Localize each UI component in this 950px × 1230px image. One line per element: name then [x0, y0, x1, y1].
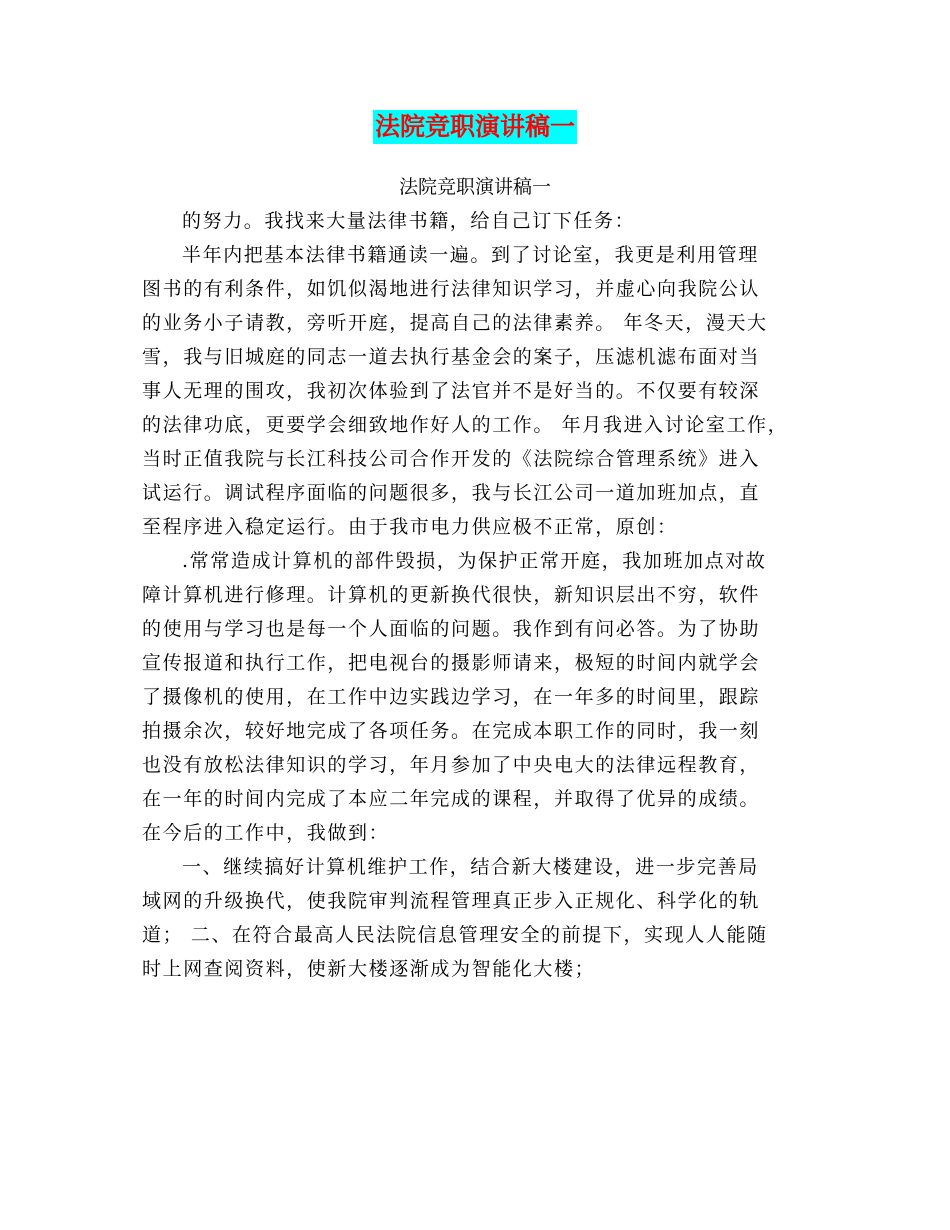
body-line: 至程序进入稳定运行。由于我市电力供应极不正常，原创： [142, 516, 678, 538]
body-line: 域网的升级换代，使我院审判流程管理真正步入正规化、科学化的轨 [142, 890, 761, 912]
body-line: 也没有放松法律知识的学习，年月参加了中央电大的法律远程教育， [142, 754, 761, 776]
body-line: 的业务小子请教，旁听开庭，提高自己的法律素养。 年冬天，漫天大 [142, 312, 768, 334]
body-line: 半年内把基本法律书籍通读一遍。到了讨论室，我更是利用管理 [182, 244, 759, 266]
body-line: 的努力。我找来大量法律书籍，给自己订下任务： [182, 210, 636, 232]
body-line: 障计算机进行修理。计算机的更新换代很快，新知识层出不穷，软件 [142, 584, 761, 606]
body-line: 图书的有利条件，如饥似渴地进行法律知识学习，并虚心向我院公认 [142, 278, 761, 300]
body-line: 道； 二、在符合最高人民法院信息管理安全的前提下，实现人人能随 [142, 924, 768, 946]
body-line: 当时正值我院与长江科技公司合作开发的《法院综合管理系统》进入 [142, 448, 761, 470]
body-line: 事人无理的围攻，我初次体验到了法官并不是好当的。不仅要有较深 [142, 380, 761, 402]
body-line: 宣传报道和执行工作，把电视台的摄影师请来，极短的时间内就学会 [142, 652, 761, 674]
body-line: 试运行。调试程序面临的问题很多，我与长江公司一道加班加点，直 [142, 482, 761, 504]
document-title: 法院竞职演讲稿一 [373, 110, 577, 144]
body-line: .常常造成计算机的部件毁损，为保护正常开庭，我加班加点对故 [182, 550, 767, 572]
body-line: 在今后的工作中，我做到： [142, 822, 390, 844]
body-line: 了摄像机的使用，在工作中边实践边学习，在一年多的时间里，跟踪 [142, 686, 761, 708]
body-line: 雪，我与旧城庭的同志一道去执行基金会的案子，压滤机滤布面对当 [142, 346, 761, 368]
document-body [142, 204, 822, 986]
document-subtitle: 法院竞职演讲稿一 [398, 176, 551, 198]
body-line: 在一年的时间内完成了本应二年完成的课程，并取得了优异的成绩。 [142, 788, 761, 810]
body-line: 拍摄余次，较好地完成了各项任务。在完成本职工作的同时，我一刻 [142, 720, 761, 742]
body-line: 的使用与学习也是每一个人面临的问题。我作到有问必答。为了协助 [142, 618, 761, 640]
title-container [0, 110, 950, 144]
body-line: 的法律功底，更要学会细致地作好人的工作。 年月我进入讨论室工作， [142, 414, 789, 436]
body-line: 一、继续搞好计算机维护工作，结合新大楼建设，进一步完善局 [182, 856, 759, 878]
body-line: 时上网查阅资料，使新大楼逐渐成为智能化大楼； [142, 958, 596, 980]
